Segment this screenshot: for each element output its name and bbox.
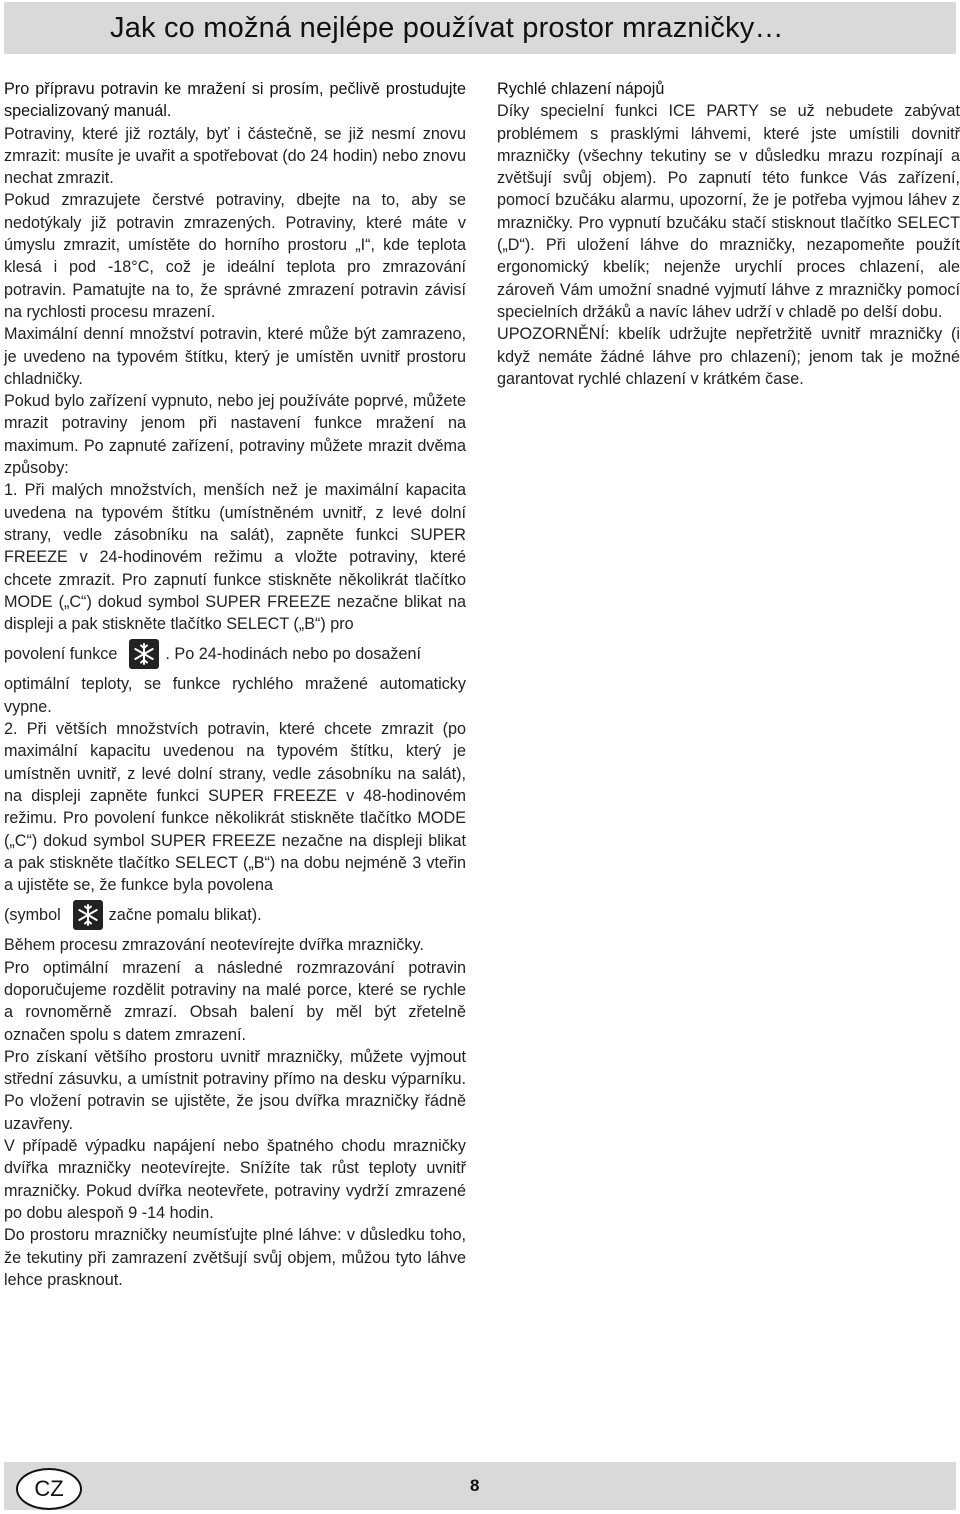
- paragraph-power-failure: V případě výpadku napájení nebo špatného chodu mrazničky dvířka mrazničky neotevírejte. Snížíte tak růst teploty uvnitř mrazničky. Pokud dvířka neotevřete, potraviny vydrží zmrazené po dobu alespoň 9 -14 hodin.: [4, 1137, 466, 1222]
- method-1-icon-row: [4, 639, 466, 669]
- snowflake-icon: [73, 900, 103, 930]
- paragraph-bottles: Do prostoru mrazničky neumísťujte plné láhve: v důsledku toho, že tekutiny při zamrazení zvětšují svůj objem, můžou tyto láhve lehce prasknout.: [4, 1226, 466, 1289]
- left-column: [4, 78, 466, 1291]
- header-bar: [4, 2, 956, 54]
- paragraph-method-1: 1. Při malých množstvích, menších než je maximální kapacita uvedena na typovém štítku (umístněném uvnitř, z levé dolní strany, vedle zásobníku na salát), zapněte funkci SUPER FREEZE v 24-hodinovém režimu a vložte potraviny, které chcete zmrazit. Pro zapnutí funkce stiskněte několikrát tlačítko MODE („C“) dokud symbol SUPER FREEZE nezačne blikat na displeji a pak stiskněte tlačítko SELECT („B“) pro: [4, 481, 466, 634]
- language-badge: CZ: [16, 1468, 82, 1510]
- paragraph-portions: Pro optimální mrazení a následné rozmrazování potravin doporučujeme rozdělit potraviny na malé porce, které se rychle a rovnoměrně zmrazí. Obsah balení by měl být zřetelně označen spolu s datem zmrazení.: [4, 958, 466, 1044]
- method-2-icon-after: začne pomalu blikat).: [108, 906, 262, 925]
- page-title: Jak co možná nejlépe používat prostor mrazničky…: [110, 12, 784, 44]
- method-2-icon-before: (symbol: [4, 906, 61, 925]
- paragraph-max-daily: Maximální denní množství potravin, které může být zamrazeno, je uvedeno na typovém štítku, který je umístěn uvnitř prostoru chladničky.: [4, 325, 466, 388]
- paragraph-more-space: Pro získaní většího prostoru uvnitř mrazničky, můžete vyjmout střední zásuvku, a umístnit potraviny přímo na desku výparníku. Po vložení potravin se ujistěte, že jsou dvířka mrazničky řádně uzavřeny.: [4, 1047, 466, 1133]
- method-2-icon-row: [4, 900, 466, 930]
- method-1-icon-before: povolení funkce: [4, 645, 118, 664]
- method-1-icon-after: . Po 24-hodinách nebo po dosažení: [165, 645, 422, 664]
- paragraph-ice-party: Díky specielní funkci ICE PARTY se už nebudete zabývat problémem s prasklými láhvemi, které jste umístili dovnitř mrazničky (všechny tekutiny se v důsledku mrazu rozpínají a zvětšují svůj objem). Po zapnutí této funkce Vás zařízení, pomocí bzučáku alarmu, upozorní, že je potřeba vyjmou láhev z mrazničky. Pro vypnutí bzučáku stačí stisknout tlačítko SELECT („D“). Při uložení láhve do mrazničky, nezapomeňte použít ergonomický kbelík; nejenže urychlí proces chlazení, ale zároveň Vám umožní snadné vyjmutí láhve z mrazničky pomocí specielních držáků a navíc láhev udrží v chladě po delší dobu.: [497, 102, 960, 321]
- paragraph-method-1-end: optimální teploty, se funkce rychlého mražené automaticky vypne.: [4, 675, 466, 716]
- paragraph-method-2: 2. Při větších množstvích potravin, které chcete zmrazit (po maximální kapacitu uvedenou na typovém štítku, který je umístněn uvnitř, z levé dolní strany, vedle zásobníku na salát), na displeji zapněte funkci SUPER FREEZE v 48-hodinovém režimu. Pro povolení funkce několikrát stiskněte tlačítko MODE („C“) dokud symbol SUPER FREEZE nezačne na displeji blikat a pak stiskněte tlačítko SELECT („B“) na dobu nejméně 3 vteřin a ujistěte se, že funkce byla povolena: [4, 720, 466, 895]
- paragraph-door-closed: Během procesu zmrazování neotevírejte dvířka mrazničky.: [4, 936, 424, 955]
- paragraph-first-use: Pokud bylo zařízení vypnuto, nebo jej používáte poprvé, můžete mrazit potraviny jenom při nastavení funkce mražení na maximum. Po zapnuté zařízení, potraviny můžete mrazit dvěma způsoby:: [4, 392, 466, 478]
- footer-bar: [4, 1462, 956, 1510]
- paragraph-thawed-food: Potraviny, které již roztály, byť i částečně, se již nesmí znovu zmrazit: musíte je uvařit a spotřebovat (do 24 hodin) nebo znovu nechat zmrazit.: [4, 124, 466, 188]
- page-number: 8: [470, 1476, 480, 1495]
- paragraph-warning: UPOZORNĚNÍ: kbelík udržujte nepřetržitě uvnitř mrazničky (i když nemáte žádné láhve pro chlazení); jenom tak je možné garantovat rychlé chlazení v krátkém čase.: [497, 325, 960, 388]
- drinks-heading: Rychlé chlazení nápojů: [497, 80, 665, 98]
- right-column: [497, 78, 960, 390]
- snowflake-icon: [129, 639, 159, 669]
- paragraph-fresh-food: Pokud zmrazujete čerstvé potraviny, dbejte na to, aby se nedotýkaly již potravin zmrazených. Potraviny, které máte v úmyslu zmrazit, umístěte do horního prostoru „I“, kde teplota klesá i pod -18°C, což je ideální teplota pro zmrazování potravin. Pamatujte na to, že správné zmrazení potravin závisí na rychlosti procesu mrazení.: [4, 191, 466, 321]
- intro-heading: Pro přípravu potravin ke mražení si prosím, pečlivě prostudujte specializovaný manuál.: [4, 80, 466, 121]
